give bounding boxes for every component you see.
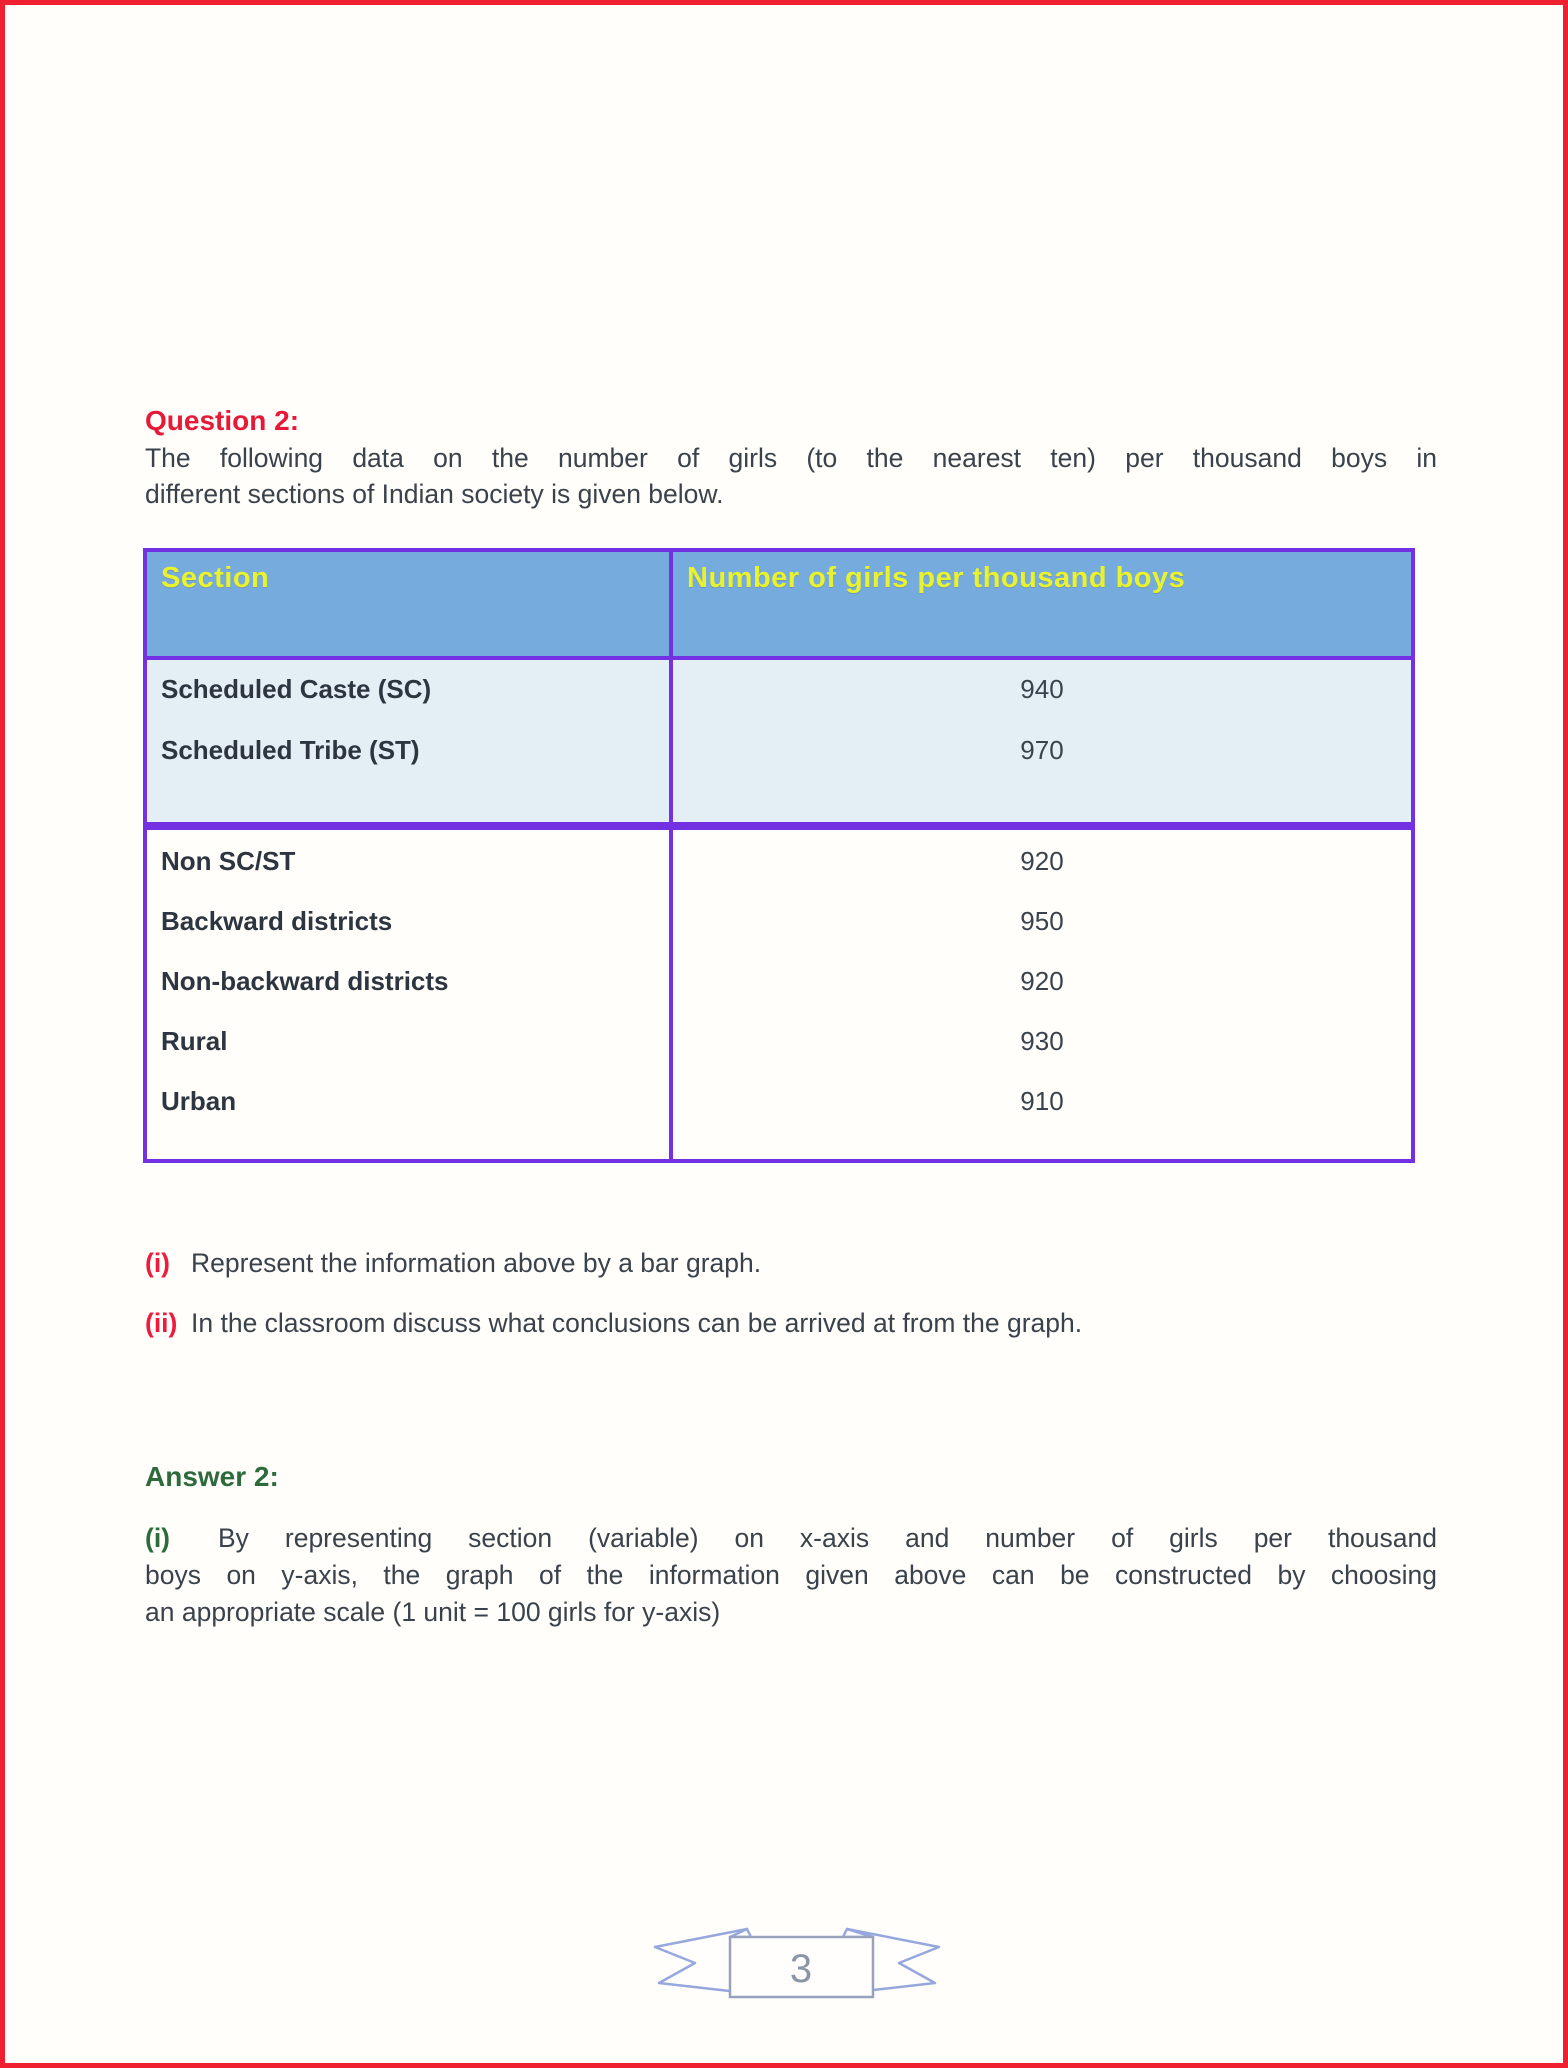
ribbon-banner-icon <box>647 1921 947 2013</box>
table-row-value: 930 <box>1020 1026 1064 1056</box>
answer-body-line <box>145 1520 1437 1557</box>
answer-part-marker: (i) <box>145 1523 171 1553</box>
answer-section <box>145 1460 1437 1631</box>
table-row-label: Rural <box>161 1026 228 1056</box>
table-header-cell-section <box>147 552 669 656</box>
question-part-i <box>145 1245 1437 1281</box>
question-body-line: different sections of Indian society is given below. <box>145 479 724 509</box>
table-row-value: 920 <box>1020 846 1064 876</box>
page-number: 3 <box>789 1947 813 1991</box>
question-heading: Question 2: <box>145 405 300 436</box>
table-row-value: 910 <box>1020 1086 1064 1116</box>
table-label-column <box>147 830 669 1159</box>
table-label-column <box>147 660 669 822</box>
table-row-group-scst <box>147 656 1411 822</box>
table-row-group-others <box>147 822 1411 1159</box>
table-row-label: Non-backward districts <box>161 966 449 996</box>
table-row-label: Non SC/ST <box>161 846 296 876</box>
table-header-cell-number <box>669 552 1411 656</box>
table-row-value: 940 <box>1020 674 1064 704</box>
table-row-label: Scheduled Tribe (ST) <box>161 735 420 765</box>
column-header: Section <box>161 562 270 594</box>
answer-body-line: an appropriate scale (1 unit = 100 girls for y-axis) <box>145 1597 721 1627</box>
column-header: Number of girls per thousand boys <box>687 562 1186 594</box>
page-number-ribbon <box>647 1921 947 2013</box>
answer-heading: Answer 2: <box>145 1461 279 1492</box>
part-marker: (i) <box>145 1248 171 1278</box>
table-row-value: 950 <box>1020 906 1064 936</box>
table-header-row <box>147 552 1411 656</box>
answer-text: By representing section (variable) on x-axis and number of girls per thousand <box>218 1523 1437 1553</box>
question-section <box>145 404 1437 512</box>
table-value-column <box>669 830 1411 1159</box>
table-row-value: 920 <box>1020 966 1064 996</box>
question-part-ii <box>145 1305 1437 1341</box>
part-marker: (ii) <box>145 1308 178 1338</box>
question-body-line: The following data on the number of girls (to the nearest ten) per thousand boys in <box>145 443 1437 473</box>
table-row-label: Urban <box>161 1086 237 1116</box>
question-parts <box>145 1245 1437 1341</box>
question-body <box>145 440 1437 512</box>
table-value-column <box>669 660 1411 822</box>
answer-body <box>145 1520 1437 1631</box>
part-text: In the classroom discuss what conclusions can be arrived at from the graph. <box>191 1308 1083 1338</box>
data-table <box>143 548 1415 1163</box>
part-text: Represent the information above by a bar graph. <box>191 1248 762 1278</box>
table-row-value: 970 <box>1020 735 1064 765</box>
answer-body-line: boys on y-axis, the graph of the information given above can be constructed by choosing <box>145 1560 1437 1590</box>
table-row-label: Backward districts <box>161 906 393 936</box>
table-row-label: Scheduled Caste (SC) <box>161 674 432 704</box>
